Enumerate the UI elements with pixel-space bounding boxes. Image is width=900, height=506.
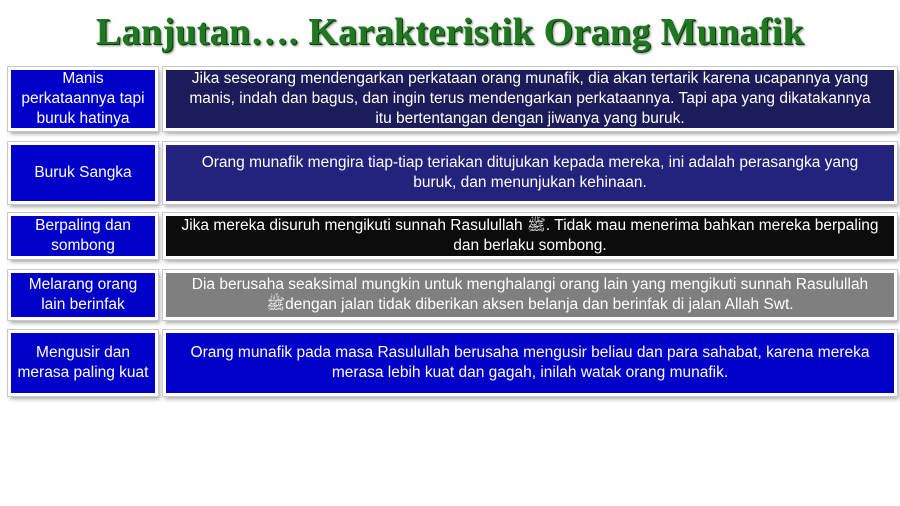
table-row — [0, 270, 900, 320]
row-label: Melarang orang lain berinfak — [8, 270, 158, 320]
row-label: Mengusir dan merasa paling kuat — [8, 330, 158, 396]
slide-title: Lanjutan…. Karakteristik Orang Munafik — [95, 11, 805, 53]
row-description: Orang munafik mengira tiap-tiap teriakan ditujukan kepada mereka, ini adalah perasangka yang buruk, dan menunjukan kehinaan. — [163, 142, 897, 204]
row-description: Jika seseorang mendengarkan perkataan orang munafik, dia akan tertarik karena ucapannya yang manis, indah dan bagus, dan ingin terus mendengarkan perkataannya. Tapi apa yang dikatakannya itu bertentangan dengan jiwanya yang buruk. — [163, 67, 897, 131]
row-description: Dia berusaha seaksimal mungkin untuk menghalangi orang lain yang mengikuti sunnah Rasulullah ﷺdengan jalan tidak diberikan aksen belanja dan berinfak di jalan Allah Swt. — [163, 270, 897, 320]
row-label: Manis perkataannya tapi buruk hatinya — [8, 67, 158, 131]
row-description: Jika mereka disuruh mengikuti sunnah Rasulullah ﷺ. Tidak mau menerima bahkan mereka berpaling dan berlaku sombong. — [163, 213, 897, 259]
table-row — [0, 67, 900, 131]
row-description: Orang munafik pada masa Rasulullah berusaha mengusir beliau dan para sahabat, karena mereka merasa lebih kuat dan gagah, inilah watak orang munafik. — [163, 330, 897, 396]
row-label: Berpaling dan sombong — [8, 213, 158, 259]
table-row — [0, 213, 900, 259]
row-label: Buruk Sangka — [8, 142, 158, 204]
table-row — [0, 142, 900, 204]
table-row — [0, 330, 900, 396]
